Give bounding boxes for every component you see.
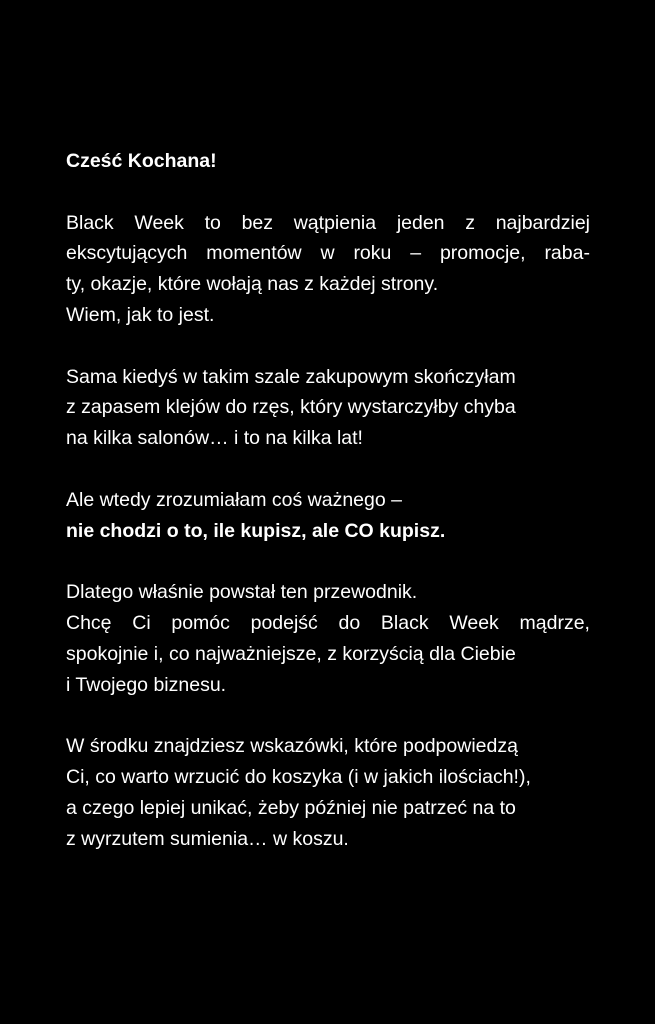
paragraph-1-line-4: Wiem, jak to jest.: [66, 303, 215, 326]
word: w: [320, 242, 335, 265]
word: z: [465, 211, 475, 234]
word: Ci: [132, 611, 151, 634]
word: momentów: [206, 242, 302, 265]
word: najbardziej: [495, 211, 590, 234]
paragraph-5-line-1: W środku znajdziesz wskazówki, które podpowiedzą: [66, 735, 518, 758]
paragraph-2-line-3: na kilka salonów… i to na kilka lat!: [66, 427, 363, 450]
word: pomóc: [171, 611, 230, 634]
word: ekscytujących: [66, 242, 188, 265]
paragraph-1-line-2: [66, 238, 590, 269]
letter-body: [66, 146, 590, 854]
paragraph-3-line-1: Ale wtedy zrozumiałam coś ważnego –: [66, 488, 402, 511]
paragraph-4-line-1: Dlatego właśnie powstał ten przewodnik.: [66, 581, 418, 604]
key-message: nie chodzi o to, ile kupisz, ale CO kupisz.: [66, 519, 446, 542]
paragraph-4-line-4: i Twojego biznesu.: [66, 673, 227, 696]
word: Week: [134, 211, 184, 234]
word: –: [410, 242, 422, 265]
greeting: Cześć Kochana!: [66, 150, 217, 172]
word: raba-: [544, 242, 590, 265]
word: do: [338, 611, 361, 634]
paragraph-gap: [66, 546, 590, 577]
paragraph-2-line-2: z zapasem klejów do rzęs, który wystarczyłby chyba: [66, 396, 516, 419]
word: wątpienia: [293, 211, 377, 234]
word: jeden: [396, 211, 445, 234]
word: Chcę: [66, 611, 112, 634]
paragraph-5-line-2: Ci, co warto wrzucić do koszyka (i w jakich ilościach!),: [66, 765, 531, 788]
paragraph-gap: [66, 700, 590, 731]
word: Black: [380, 611, 429, 634]
paragraph-gap: [66, 177, 590, 208]
word: promocje,: [439, 242, 526, 265]
paragraph-1-line-3: ty, okazje, które wołają nas z każdej strony.: [66, 273, 439, 296]
word: roku: [353, 242, 392, 265]
word: bez: [241, 211, 274, 234]
word: Week: [449, 611, 499, 634]
paragraph-4-line-2: [66, 608, 590, 639]
paragraph-gap: [66, 331, 590, 362]
paragraph-2-line-1: Sama kiedyś w takim szale zakupowym skończyłam: [66, 365, 516, 388]
paragraph-1-line-1: [66, 208, 590, 239]
word: to: [204, 211, 221, 234]
word: Black: [66, 211, 114, 234]
paragraph-4-line-3: spokojnie i, co najważniejsze, z korzyścią dla Ciebie: [66, 642, 516, 665]
paragraph-5-line-3: a czego lepiej unikać, żeby później nie patrzeć na to: [66, 796, 516, 819]
word: mądrze,: [519, 611, 590, 634]
paragraph-gap: [66, 454, 590, 485]
word: podejść: [250, 611, 318, 634]
paragraph-5-line-4: z wyrzutem sumienia… w koszu.: [66, 827, 349, 850]
